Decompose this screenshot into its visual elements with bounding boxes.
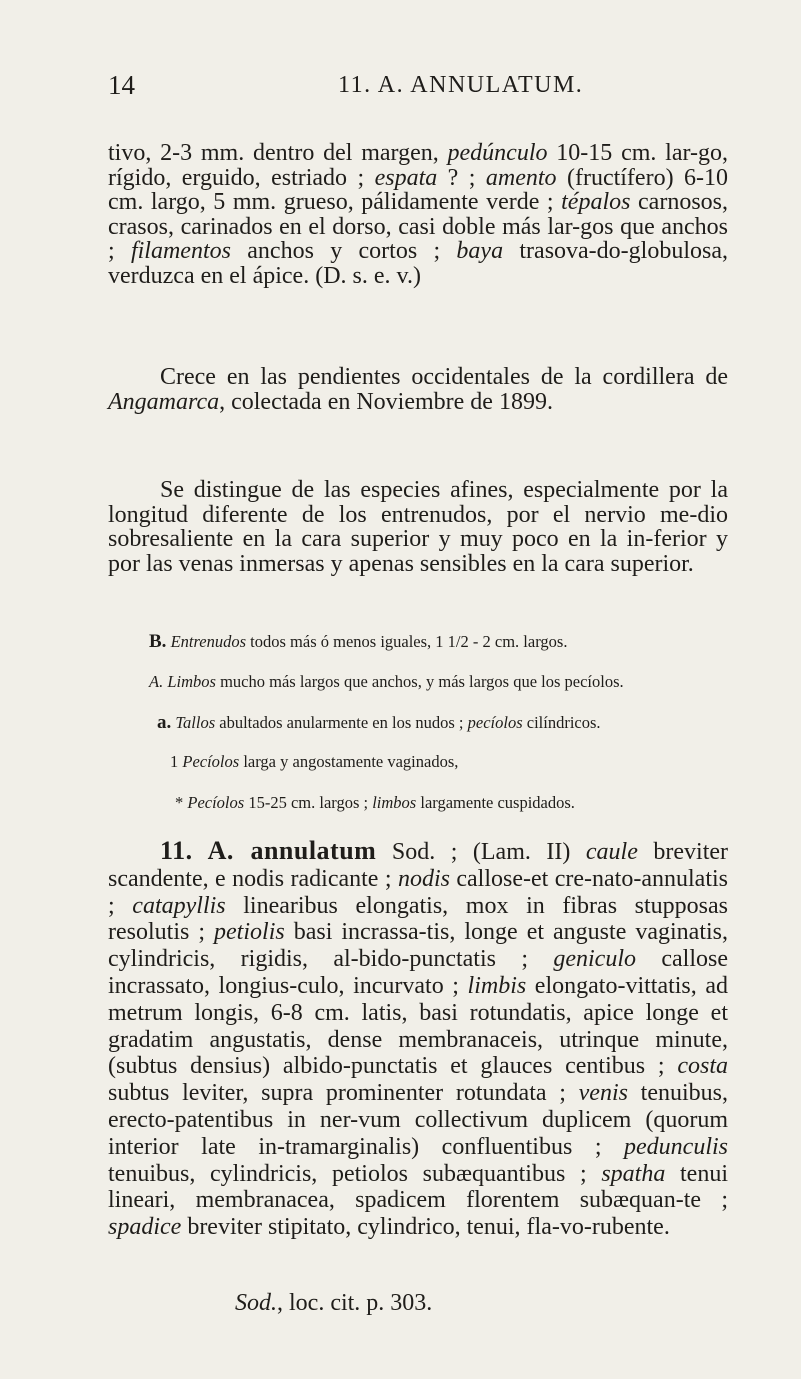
citation-text: , loc. cit. p. 303.: [277, 1290, 433, 1316]
term-filamentos: filamentos: [130, 238, 231, 264]
page-number: 14: [108, 70, 135, 100]
text-run: breviter scandente, e nodis radicante ;: [108, 839, 728, 892]
key-term: Pecíolos: [187, 793, 245, 812]
text-run: , colectada en Noviembre de 1899.: [219, 388, 553, 415]
key-term: pecíolos: [467, 713, 523, 732]
text-run: tenui lineari, membranacea, spadicem florentem subæquan-te ;: [108, 1160, 728, 1214]
remarks-paragraph: [108, 478, 728, 576]
text-run: (fructífero) 6-10 cm. largo, 5 mm. grueso, pálidamente verde ;: [108, 164, 728, 215]
term-espata: espata: [374, 164, 438, 191]
latin-term: catapyllis: [132, 892, 226, 919]
text-run: Sod. ; (Lam. II): [376, 839, 586, 865]
key-marker: A.: [149, 672, 164, 691]
text-run: breviter stipitato, cylindrico, tenui, fla-vo-rubente.: [181, 1214, 670, 1241]
habitat-paragraph: [108, 365, 728, 414]
key-term: Limbos: [167, 672, 216, 691]
text-run: Crece en las pendientes occidentales de la cordillera de: [160, 364, 728, 390]
term-baya: baya: [456, 238, 504, 264]
key-text: todos más ó menos iguales, 1 1/2 - 2 cm. largos.: [246, 632, 568, 651]
text-run: ? ;: [437, 164, 486, 191]
running-head: [108, 70, 728, 106]
text-run: basi incrassa-tis, longe et anguste vaginatis, cylindricis, rigidis, al-bido-punctatis ;: [108, 919, 728, 973]
key-text: mucho más largos que anchos, y más largos que los pecíolos.: [215, 672, 624, 691]
key-marker: *: [175, 793, 184, 812]
key-marker: B.: [149, 631, 167, 652]
text-run: trasova-do-globulosa, verduzca en el ápice. (D. s. e. v.): [108, 238, 728, 289]
running-title: 11. A. ANNULATUM.: [338, 72, 584, 98]
text-run: 10-15 cm. lar-go, rígido, erguido, estriado ;: [108, 140, 729, 191]
latin-term: pedunculis: [624, 1133, 728, 1160]
text-run: linearibus elongatis, mox in fibras stupposas resolutis ;: [108, 892, 728, 946]
key-line-a-upper: [149, 672, 769, 692]
citation: [235, 1290, 432, 1317]
latin-term: caule: [585, 839, 638, 865]
key-line-star: [175, 793, 795, 813]
text-run: carnosos, crasos, carinados en el dorso, casi doble más lar-gos que anchos ;: [108, 189, 728, 264]
latin-term: venis: [578, 1080, 628, 1107]
latin-diagnosis: [108, 838, 728, 1241]
key-term: Pecíolos: [182, 752, 240, 771]
key-text: cilíndricos.: [522, 713, 601, 732]
key-term: Entrenudos: [170, 632, 247, 651]
citation-author: Sod.: [235, 1290, 277, 1316]
text-run: tenuibus, erecto-patentibus in ner-vum collectivum duplicem (quorum interior late in-tramarginalis) confluentibus ;: [108, 1080, 729, 1160]
key-marker: a.: [157, 712, 172, 733]
text-run: tenuibus, cylindricis, petiolos subæquantibus ;: [108, 1160, 602, 1187]
place-name: Angamarca: [108, 388, 220, 415]
term-amento: amento: [485, 164, 557, 191]
term-tepalos: tépalos: [561, 189, 631, 215]
latin-term: geniculo: [553, 946, 636, 973]
latin-term: spatha: [601, 1160, 666, 1187]
key-text: abultados anularmente en los nudos ;: [215, 713, 468, 732]
latin-term: spadice: [108, 1214, 182, 1241]
text-run: callose-et cre-nato-annulatis ;: [108, 865, 728, 919]
key-text: larga y angostamente vaginados,: [239, 752, 459, 771]
text-run: subtus leviter, supra prominenter rotundata ;: [108, 1080, 579, 1107]
text-run: elongato-vittatis, ad metrum longis, 6-8 cm. latis, basi rotundatis, apice longe et gradatim angustatis, dense membranaceis, utrinque minute, (subtus densius) albido-punctatis et glauces centibus ;: [108, 972, 728, 1080]
text-run: callose incrassato, longius-culo, incurvato ;: [108, 946, 728, 999]
key-term: limbos: [372, 793, 417, 812]
latin-term: costa: [677, 1053, 728, 1080]
species-name: 11. A. annulatum: [160, 836, 377, 865]
remarks-text: Se distingue de las especies afines, especialmente por la longitud diferente de los entrenudos, por el nervio me-dio sobresaliente en la cara superior y muy poco en la in-ferior y por las venas inmersas y apenas sensibles en la cara superior.: [108, 477, 728, 577]
key-text: largamente cuspidados.: [416, 793, 575, 812]
key-line-a-lower: [157, 713, 777, 733]
key-text: 15-25 cm. largos ;: [244, 793, 373, 812]
latin-term: petiolis: [214, 919, 285, 946]
latin-term: limbis: [467, 972, 527, 999]
description-paragraph: [108, 141, 728, 288]
latin-term: nodis: [397, 865, 450, 892]
key-line-1: [170, 752, 790, 772]
text-run: anchos y cortos ;: [230, 238, 457, 264]
text-run: tivo, 2-3 mm. dentro del margen,: [108, 140, 448, 166]
key-term: Tallos: [175, 713, 216, 732]
key-marker: 1: [170, 752, 179, 771]
term-pedunculo: pedúnculo: [447, 140, 548, 166]
key-line-b: [149, 632, 769, 652]
